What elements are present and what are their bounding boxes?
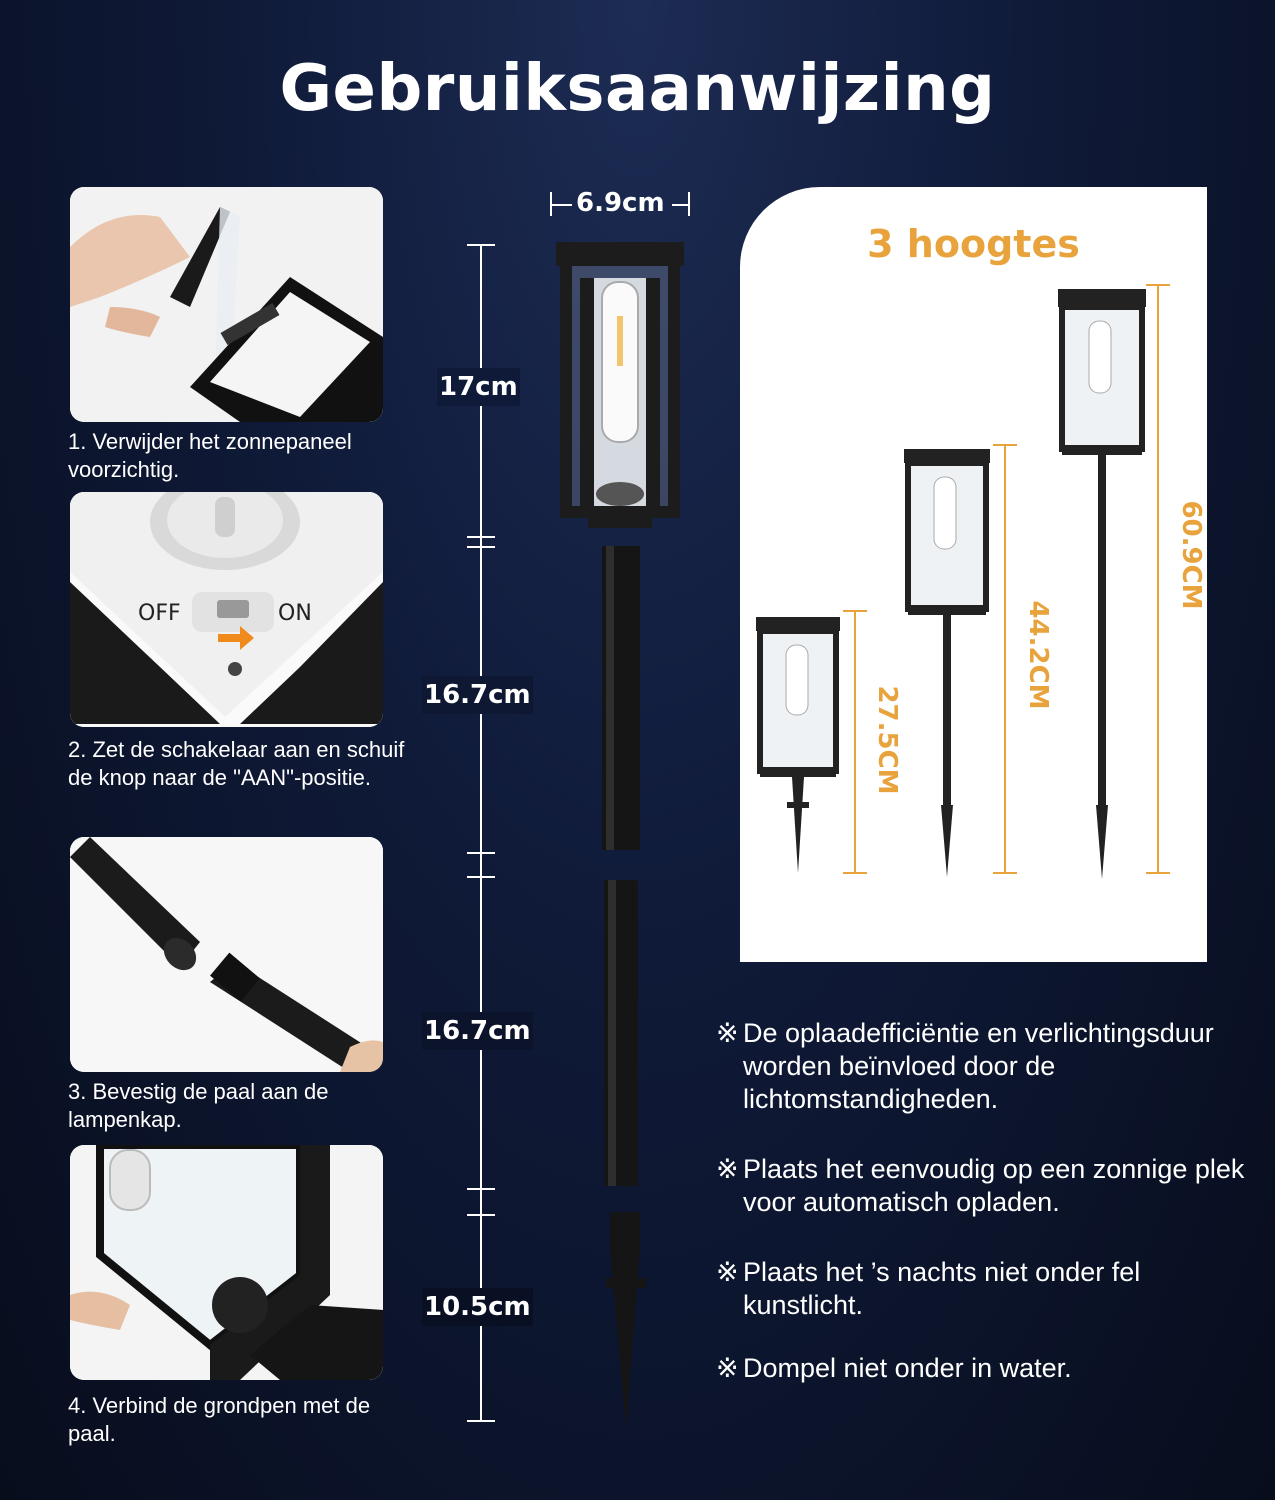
- three-heights-illustration: [740, 187, 1207, 962]
- height-label-small: 27.5CM: [872, 685, 902, 795]
- step-3-image: [70, 837, 383, 1072]
- note-mark: ※: [716, 1018, 739, 1048]
- height-label-medium: 44.2CM: [1023, 600, 1053, 710]
- note-item: ※ De oplaadefficiëntie en verlichtingsduur worden beïnvloed door de lichtomstandigheden.: [716, 1018, 1214, 1114]
- ruler-tick: [467, 852, 495, 854]
- note-item: ※ Plaats het eenvoudig op een zonnige plek voor automatisch opladen.: [716, 1154, 1245, 1217]
- ruler-tick: [467, 546, 495, 548]
- width-label: 6.9cm: [576, 188, 665, 218]
- ruler-tick: [467, 876, 495, 878]
- page-title: Gebruiksaanwijzing: [279, 52, 996, 126]
- spike-height-label: 10.5cm: [422, 1288, 533, 1326]
- off-label: OFF: [138, 601, 181, 626]
- head-height-label: 17cm: [437, 368, 520, 406]
- step-2-image: [70, 492, 383, 727]
- width-line-left: [550, 204, 572, 206]
- ruler-tick: [467, 536, 495, 538]
- height-label-tall: 60.9CM: [1176, 500, 1206, 610]
- lamp-parts-illustration: [540, 236, 700, 1436]
- ruler-tick: [467, 1188, 495, 1190]
- note-item: ※ Dompel niet onder in water.: [716, 1353, 1072, 1383]
- height-ruler: [480, 244, 482, 1422]
- step-1-text: 1. Verwijder het zonnepaneel voorzichtig.: [68, 429, 352, 482]
- note-mark: ※: [716, 1154, 739, 1184]
- step-4-text: 4. Verbind de grondpen met de paal.: [68, 1393, 371, 1446]
- note-mark: ※: [716, 1353, 739, 1383]
- step-2-text: 2. Zet de schakelaar aan en schuif de knop naar de "AAN"-positie.: [68, 737, 405, 790]
- on-label: ON: [278, 601, 312, 626]
- step-4-image: [70, 1145, 383, 1380]
- pole2-height-label: 16.7cm: [422, 1012, 533, 1050]
- step-1-image: [70, 187, 383, 422]
- note-item: ※ Plaats het ’s nachts niet onder fel kunstlicht.: [716, 1257, 1141, 1320]
- ruler-tick: [467, 1214, 495, 1216]
- ruler-tick: [467, 1420, 495, 1422]
- pole1-height-label: 16.7cm: [422, 676, 533, 714]
- heights-panel-title: 3 hoogtes: [867, 222, 1080, 266]
- step-3-text: 3. Bevestig de paal aan de lampenkap.: [68, 1079, 329, 1132]
- width-line-right: [672, 204, 690, 206]
- ruler-tick: [467, 244, 495, 246]
- note-mark: ※: [716, 1257, 739, 1287]
